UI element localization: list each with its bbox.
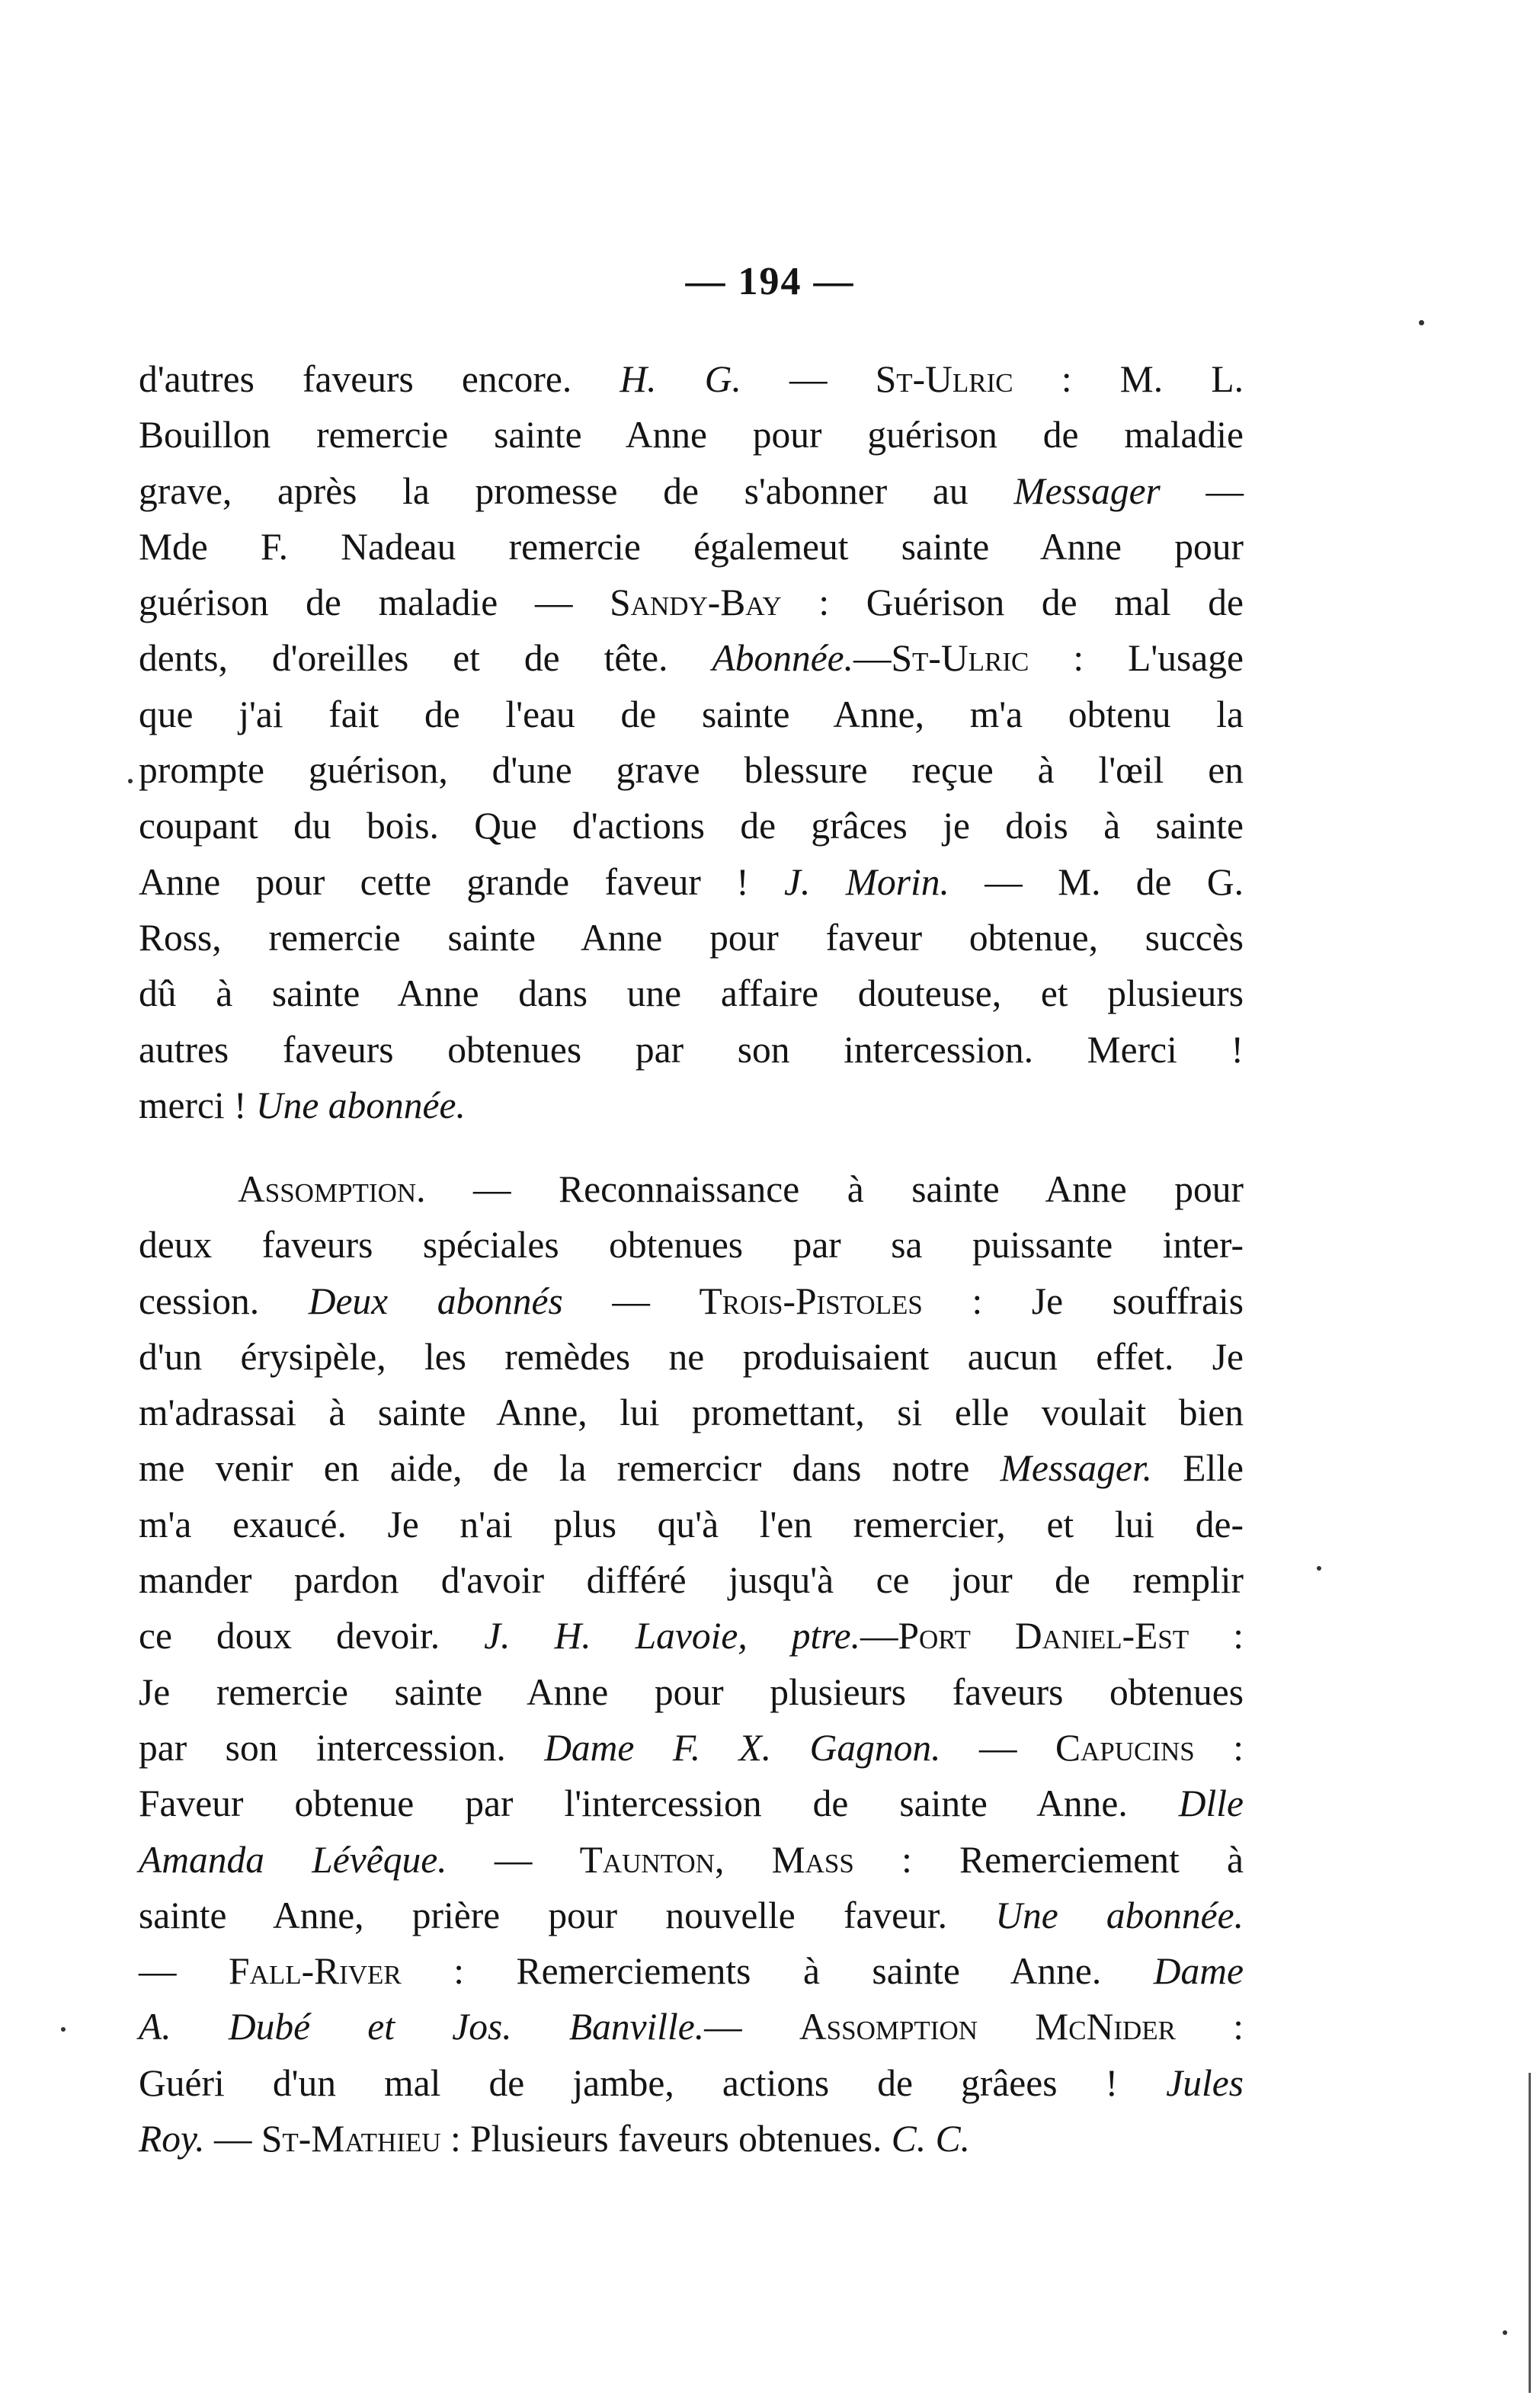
text-line <box>139 1832 1244 1888</box>
text-line <box>139 1217 1244 1273</box>
text-line <box>139 1329 1244 1385</box>
signature-text: Abonnée. <box>712 637 854 680</box>
text-line <box>139 1552 1244 1608</box>
text-run: — Reconnaissance à sainte Anne pour <box>425 1168 1244 1210</box>
text-line <box>139 1999 1244 2055</box>
text-run: sainte Anne, prière pour nouvelle faveur. <box>139 1894 996 1936</box>
signature-text: J. Morin. <box>784 860 949 903</box>
paragraph-2 <box>139 1161 1244 2167</box>
signature-text: Jules <box>1166 2061 1244 2104</box>
text-run: — <box>562 1279 700 1322</box>
signature-text: Messager <box>1013 469 1161 512</box>
signature-text: A. Dubé et Jos. Banville. <box>139 2006 705 2048</box>
text-line <box>139 407 1244 463</box>
text-run: : Je souffrais <box>922 1279 1244 1322</box>
place-name: Capucins <box>1055 1726 1195 1769</box>
place-name: Taunton, Mass <box>579 1838 854 1881</box>
signature-text: Deux abonnés <box>308 1279 563 1322</box>
text-run: prompte guérison, d'une grave blessure reçue à l'œil en <box>139 749 1244 792</box>
text-run: — <box>853 637 892 680</box>
text-run: dû à sainte Anne dans une affaire douteuse, et plusieurs <box>139 972 1244 1015</box>
text-line <box>139 1608 1244 1664</box>
text-line <box>139 1943 1244 1999</box>
scan-speck <box>61 2027 66 2032</box>
text-line <box>139 1497 1244 1552</box>
text-run: Elle <box>1152 1447 1244 1490</box>
signature-text: J. H. Lavoie, ptre. <box>484 1615 860 1657</box>
text-run: merci ! <box>139 1084 256 1126</box>
text-run: : L'usage <box>1029 637 1244 680</box>
place-name: Fall-River <box>229 1950 402 1993</box>
text-run: dents, d'oreilles et de tête. <box>139 637 712 680</box>
text-line <box>139 630 1244 686</box>
place-name: Port Daniel-Est <box>898 1615 1189 1657</box>
text-run: : <box>1189 1615 1244 1657</box>
text-run: : Plusieurs faveurs obtenues. <box>440 2118 892 2160</box>
text-line <box>139 1440 1244 1496</box>
text-run: par son intercession. <box>139 1726 545 1769</box>
text-run: ce doux devoir. <box>139 1615 485 1657</box>
place-name: St-Mathieu <box>261 2118 441 2160</box>
signature-text: C. C. <box>891 2118 970 2160</box>
text-run: : M. L. <box>1013 358 1244 400</box>
paragraph-1 <box>139 351 1244 1133</box>
text-run: m'a exaucé. Je n'ai plus qu'à l'en remercier, et lui de- <box>139 1503 1244 1545</box>
text-run: — <box>447 1838 580 1881</box>
signature-text: Messager. <box>1000 1447 1152 1490</box>
text-line <box>139 463 1244 519</box>
signature-text: Dame <box>1153 1950 1244 1993</box>
place-name: Trois-Pistoles <box>699 1279 923 1322</box>
signature-text: Une abonnée. <box>995 1894 1244 1936</box>
text-run: : <box>1176 2006 1244 2048</box>
text-run: me venir en aide, de la remercicr dans notre <box>139 1447 1001 1490</box>
scan-speck <box>1317 1566 1321 1571</box>
text-run: — <box>204 2118 261 2160</box>
text-line <box>139 966 1244 1021</box>
place-name: Sandy-Bay <box>610 581 782 624</box>
text-run: Anne pour cette grande faveur ! <box>139 860 785 903</box>
text-line <box>139 519 1244 575</box>
text-run: : <box>1194 1726 1244 1769</box>
text-run: — <box>860 1615 898 1657</box>
text-line <box>139 910 1244 966</box>
text-run: — <box>139 1950 229 1993</box>
text-run: — <box>1160 469 1244 512</box>
signature-text: Dlle <box>1178 1782 1244 1825</box>
text-run: mander pardon d'avoir différé jusqu'à ce jour de remplir <box>139 1559 1244 1602</box>
text-line <box>139 854 1244 910</box>
text-line <box>139 1888 1244 1943</box>
place-name: St-Ulric <box>875 358 1013 400</box>
text-line <box>139 1720 1244 1776</box>
text-run: — <box>704 2006 799 2048</box>
text-run: guérison de maladie — <box>139 581 610 624</box>
signature-text: Une abonnée. <box>255 1084 466 1126</box>
text-run: grave, après la promesse de s'abonner au <box>139 469 1014 512</box>
text-line <box>139 1022 1244 1078</box>
text-run: que j'ai fait de l'eau de sainte Anne, m'a obtenu la <box>139 693 1244 735</box>
scan-speck <box>1503 2330 1507 2335</box>
text-line <box>139 1385 1244 1440</box>
text-line <box>139 687 1244 742</box>
place-name: Assomption. <box>238 1168 426 1210</box>
text-run: Mde F. Nadeau remercie égalemeut sainte Anne pour <box>139 525 1244 568</box>
text-run: m'adrassai à sainte Anne, lui promettant, si elle voulait bien <box>139 1392 1244 1434</box>
text-run: Guéri d'un mal de jambe, actions de grâees ! <box>139 2061 1167 2104</box>
text-run: Faveur obtenue par l'intercession de sainte Anne. <box>139 1782 1179 1825</box>
signature-text: Roy. <box>139 2118 205 2160</box>
text-run: — M. de G. <box>949 860 1244 903</box>
text-run: : Guérison de mal de <box>781 581 1244 624</box>
text-line <box>139 351 1244 407</box>
text-line <box>139 1776 1244 1831</box>
text-line <box>139 1273 1244 1329</box>
text-line <box>139 1078 1244 1133</box>
text-run: coupant du bois. Que d'actions de grâces je dois à sainte <box>139 805 1244 847</box>
text-run: d'autres faveurs encore. <box>139 358 620 400</box>
text-line <box>139 798 1244 854</box>
text-line <box>139 742 1244 798</box>
text-run: — <box>940 1726 1055 1769</box>
text-run: autres faveurs obtenues par son intercession. Merci ! <box>139 1028 1244 1071</box>
text-line <box>139 575 1244 630</box>
text-run: cession. <box>139 1279 309 1322</box>
text-run: : Remerciements à sainte Anne. <box>401 1950 1154 1993</box>
signature-text: H. G. <box>620 358 741 400</box>
text-run: Ross, remercie sainte Anne pour faveur obtenue, succès <box>139 916 1244 959</box>
signature-text: Dame F. X. Gagnon. <box>544 1726 941 1769</box>
text-line <box>139 2111 1244 2167</box>
signature-text: Amanda Lévêque. <box>139 1838 447 1881</box>
text-run: d'un érysipèle, les remèdes ne produisaient aucun effet. Je <box>139 1335 1244 1378</box>
text-run: : Remerciement à <box>853 1838 1244 1881</box>
text-line <box>139 2055 1244 2111</box>
text-run: Bouillon remercie sainte Anne pour guérison de maladie <box>139 414 1244 456</box>
text-run: deux faveurs spéciales obtenues par sa puissante inter- <box>139 1224 1244 1267</box>
text-line <box>139 1664 1244 1720</box>
text-run: — <box>741 358 876 400</box>
place-name: St-Ulric <box>891 637 1029 680</box>
place-name: Assomption McNider <box>799 2006 1177 2048</box>
scan-speck <box>1419 320 1424 325</box>
text-line <box>139 1161 1244 1217</box>
page-number: — 194 — <box>685 260 855 303</box>
scan-speck <box>128 779 133 783</box>
scan-edge-mark <box>1529 2073 1531 2393</box>
text-run: Je remercie sainte Anne pour plusieurs faveurs obtenues <box>139 1670 1244 1713</box>
